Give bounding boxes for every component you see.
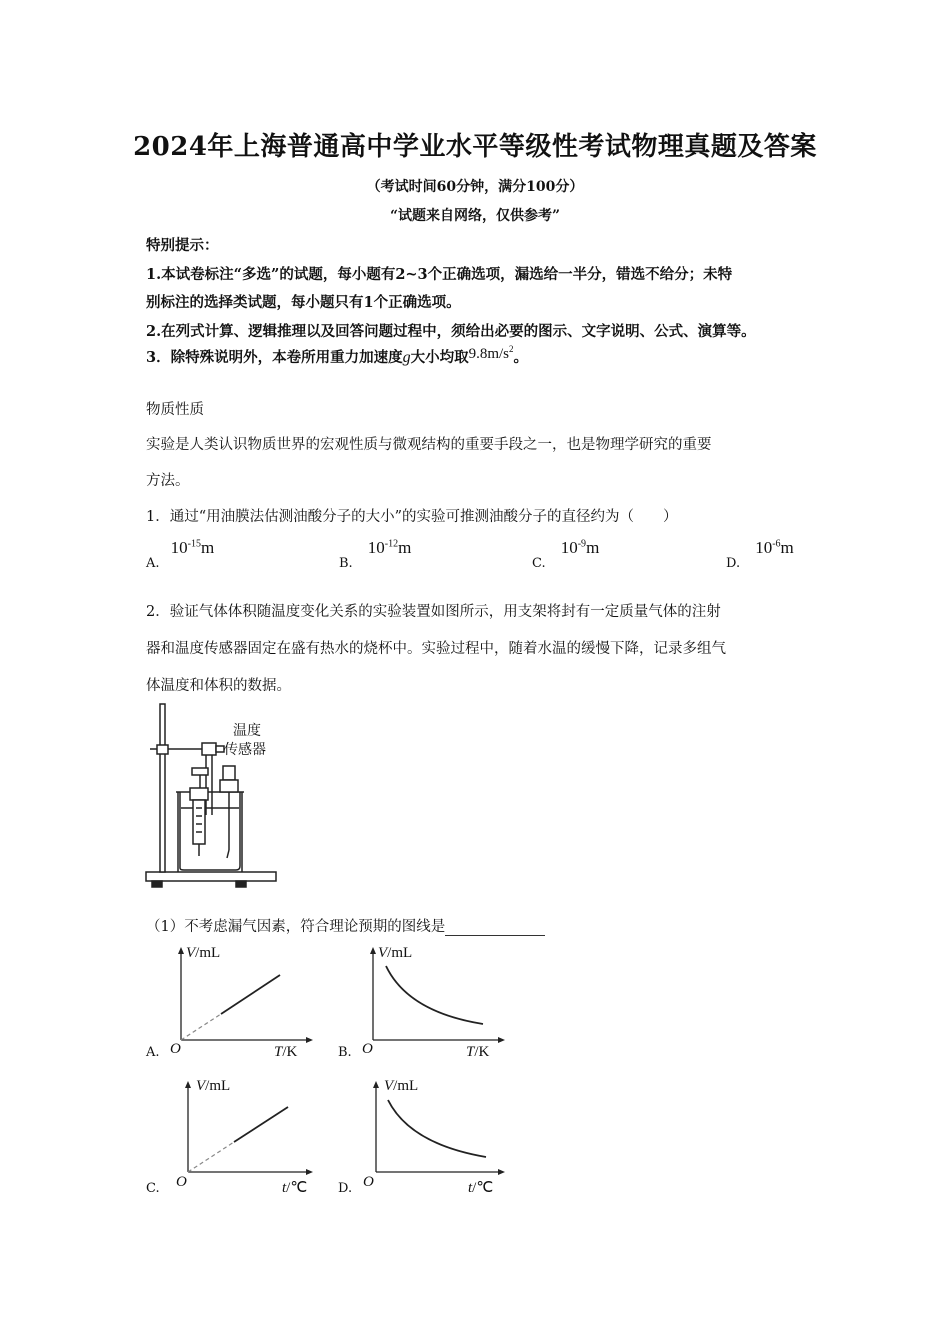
graph-option-d (338, 1074, 508, 1199)
q2-sub1-text: （1）不考虑漏气因素，符合理论预期的图线是 (146, 919, 446, 935)
data-curve (388, 1100, 486, 1157)
notice-item-3-suffix: 。 (513, 349, 529, 366)
notice-item-1-line-1: 1.本试卷标注“多选”的试题，每小题有2~3个正确选项，漏选给一半分，错选不给分；未特 (146, 266, 733, 283)
notice-item-3 (146, 346, 528, 367)
q2-stem-line-2: 器和温度传感器固定在盛有热水的烧杯中。实验过程中，随着水温的缓慢下降，记录多组气 (146, 641, 726, 657)
graph-option-c (146, 1074, 316, 1199)
graph-letter: B. (338, 1045, 352, 1060)
gravity-value (469, 346, 514, 362)
notice-item-3-prefix: 3．除特殊说明外，本卷所用重力加速度 (146, 349, 403, 366)
answer-blank[interactable] (445, 921, 545, 936)
q2-stem-line-3: 体温度和体积的数据。 (146, 678, 291, 694)
gravity-symbol: g (402, 349, 411, 366)
x-axis-label: T/K (466, 1044, 490, 1060)
q1-option-value: $10^{-15}m$ (170, 538, 215, 557)
y-axis-label: V/mL (384, 1078, 419, 1094)
sensor-head (223, 766, 235, 780)
q1-option-value: $10^{-6}m$ (755, 538, 794, 557)
q1-stem: 1．通过“用油膜法估测油酸分子的大小”的实验可推测油酸分子的直径约为（ ） (146, 509, 678, 525)
x-axis-label: t/℃ (468, 1180, 494, 1196)
q1-option-value: $10^{-9}m$ (560, 538, 600, 557)
gravity-value-exponent: 2 (509, 344, 514, 354)
section-intro-line-1: 实验是人类认识物质世界的宏观性质与微观结构的重要手段之一，也是物理学研究的重要 (146, 437, 712, 453)
section-title: 物质性质 (146, 402, 204, 418)
q1-option-letter: A. (146, 556, 160, 571)
graph-option-a (146, 942, 316, 1067)
y-axis-label: V/mL (186, 945, 221, 961)
origin-label: O (176, 1174, 187, 1190)
gravity-value-number: 9.8m/s (468, 346, 510, 362)
origin-label: O (362, 1041, 373, 1057)
syringe-barrel (193, 800, 205, 844)
data-line (234, 1107, 288, 1142)
clamp-boss (157, 745, 168, 754)
notice-heading: 特别提示： (146, 237, 219, 254)
sensor-clamp (202, 743, 216, 755)
q1-option-a (146, 538, 215, 571)
page-title: 2024年上海普通高中学业水平等级性考试物理真题及答案 (133, 132, 817, 162)
stand-foot-right (236, 881, 246, 887)
section-intro-line-2: 方法。 (146, 473, 190, 489)
x-axis-label: t/℃ (282, 1180, 308, 1196)
syringe-flange (190, 788, 208, 800)
data-line (221, 975, 280, 1014)
graph-letter: C. (146, 1181, 160, 1196)
q1-option-letter: D. (726, 556, 741, 571)
x-axis-label: T/K (274, 1044, 298, 1060)
graph-letter: A. (146, 1045, 160, 1060)
origin-label: O (170, 1041, 181, 1057)
q1-option-c (532, 538, 600, 571)
extrapolation-line (181, 1014, 221, 1040)
sensor-label-line-2: 传感器 (224, 742, 266, 758)
syringe-plunger-top (192, 768, 208, 775)
source-note: “试题来自网络，仅供参考” (389, 208, 561, 224)
stand-foot-left (152, 881, 162, 887)
sensor-label-line-1: 温度 (233, 723, 261, 739)
graph-option-b (338, 942, 508, 1067)
beaker (178, 792, 242, 872)
q2-sub1 (146, 915, 545, 936)
origin-label: O (363, 1174, 374, 1190)
graph-letter: D. (338, 1181, 353, 1196)
q2-stem-line-1: 2．验证气体体积随温度变化关系的实验装置如图所示，用支架将封有一定质量气体的注射 (146, 604, 721, 620)
stand-rod (160, 704, 165, 872)
q1-option-value: $10^{-12}m$ (367, 538, 412, 557)
extrapolation-line (188, 1142, 234, 1172)
apparatus-figure (140, 700, 300, 892)
notice-item-1-line-2: 别标注的选择类试题，每小题只有1个正确选项。 (146, 294, 461, 311)
q1-option-b (339, 538, 412, 571)
data-curve (386, 966, 483, 1024)
stand-base (146, 872, 276, 881)
exam-time-info: （考试时间60分钟，满分100分） (366, 179, 584, 195)
notice-item-2: 2.在列式计算、逻辑推理以及回答问题过程中，须给出必要的图示、文字说明、公式、演算等。 (146, 323, 756, 340)
y-axis-label: V/mL (378, 945, 413, 961)
notice-item-3-mid: 大小均取 (410, 349, 469, 366)
q1-option-letter: C. (532, 556, 546, 571)
q1-option-letter: B. (339, 556, 353, 571)
y-axis-label: V/mL (196, 1078, 231, 1094)
q1-option-d (726, 538, 794, 571)
